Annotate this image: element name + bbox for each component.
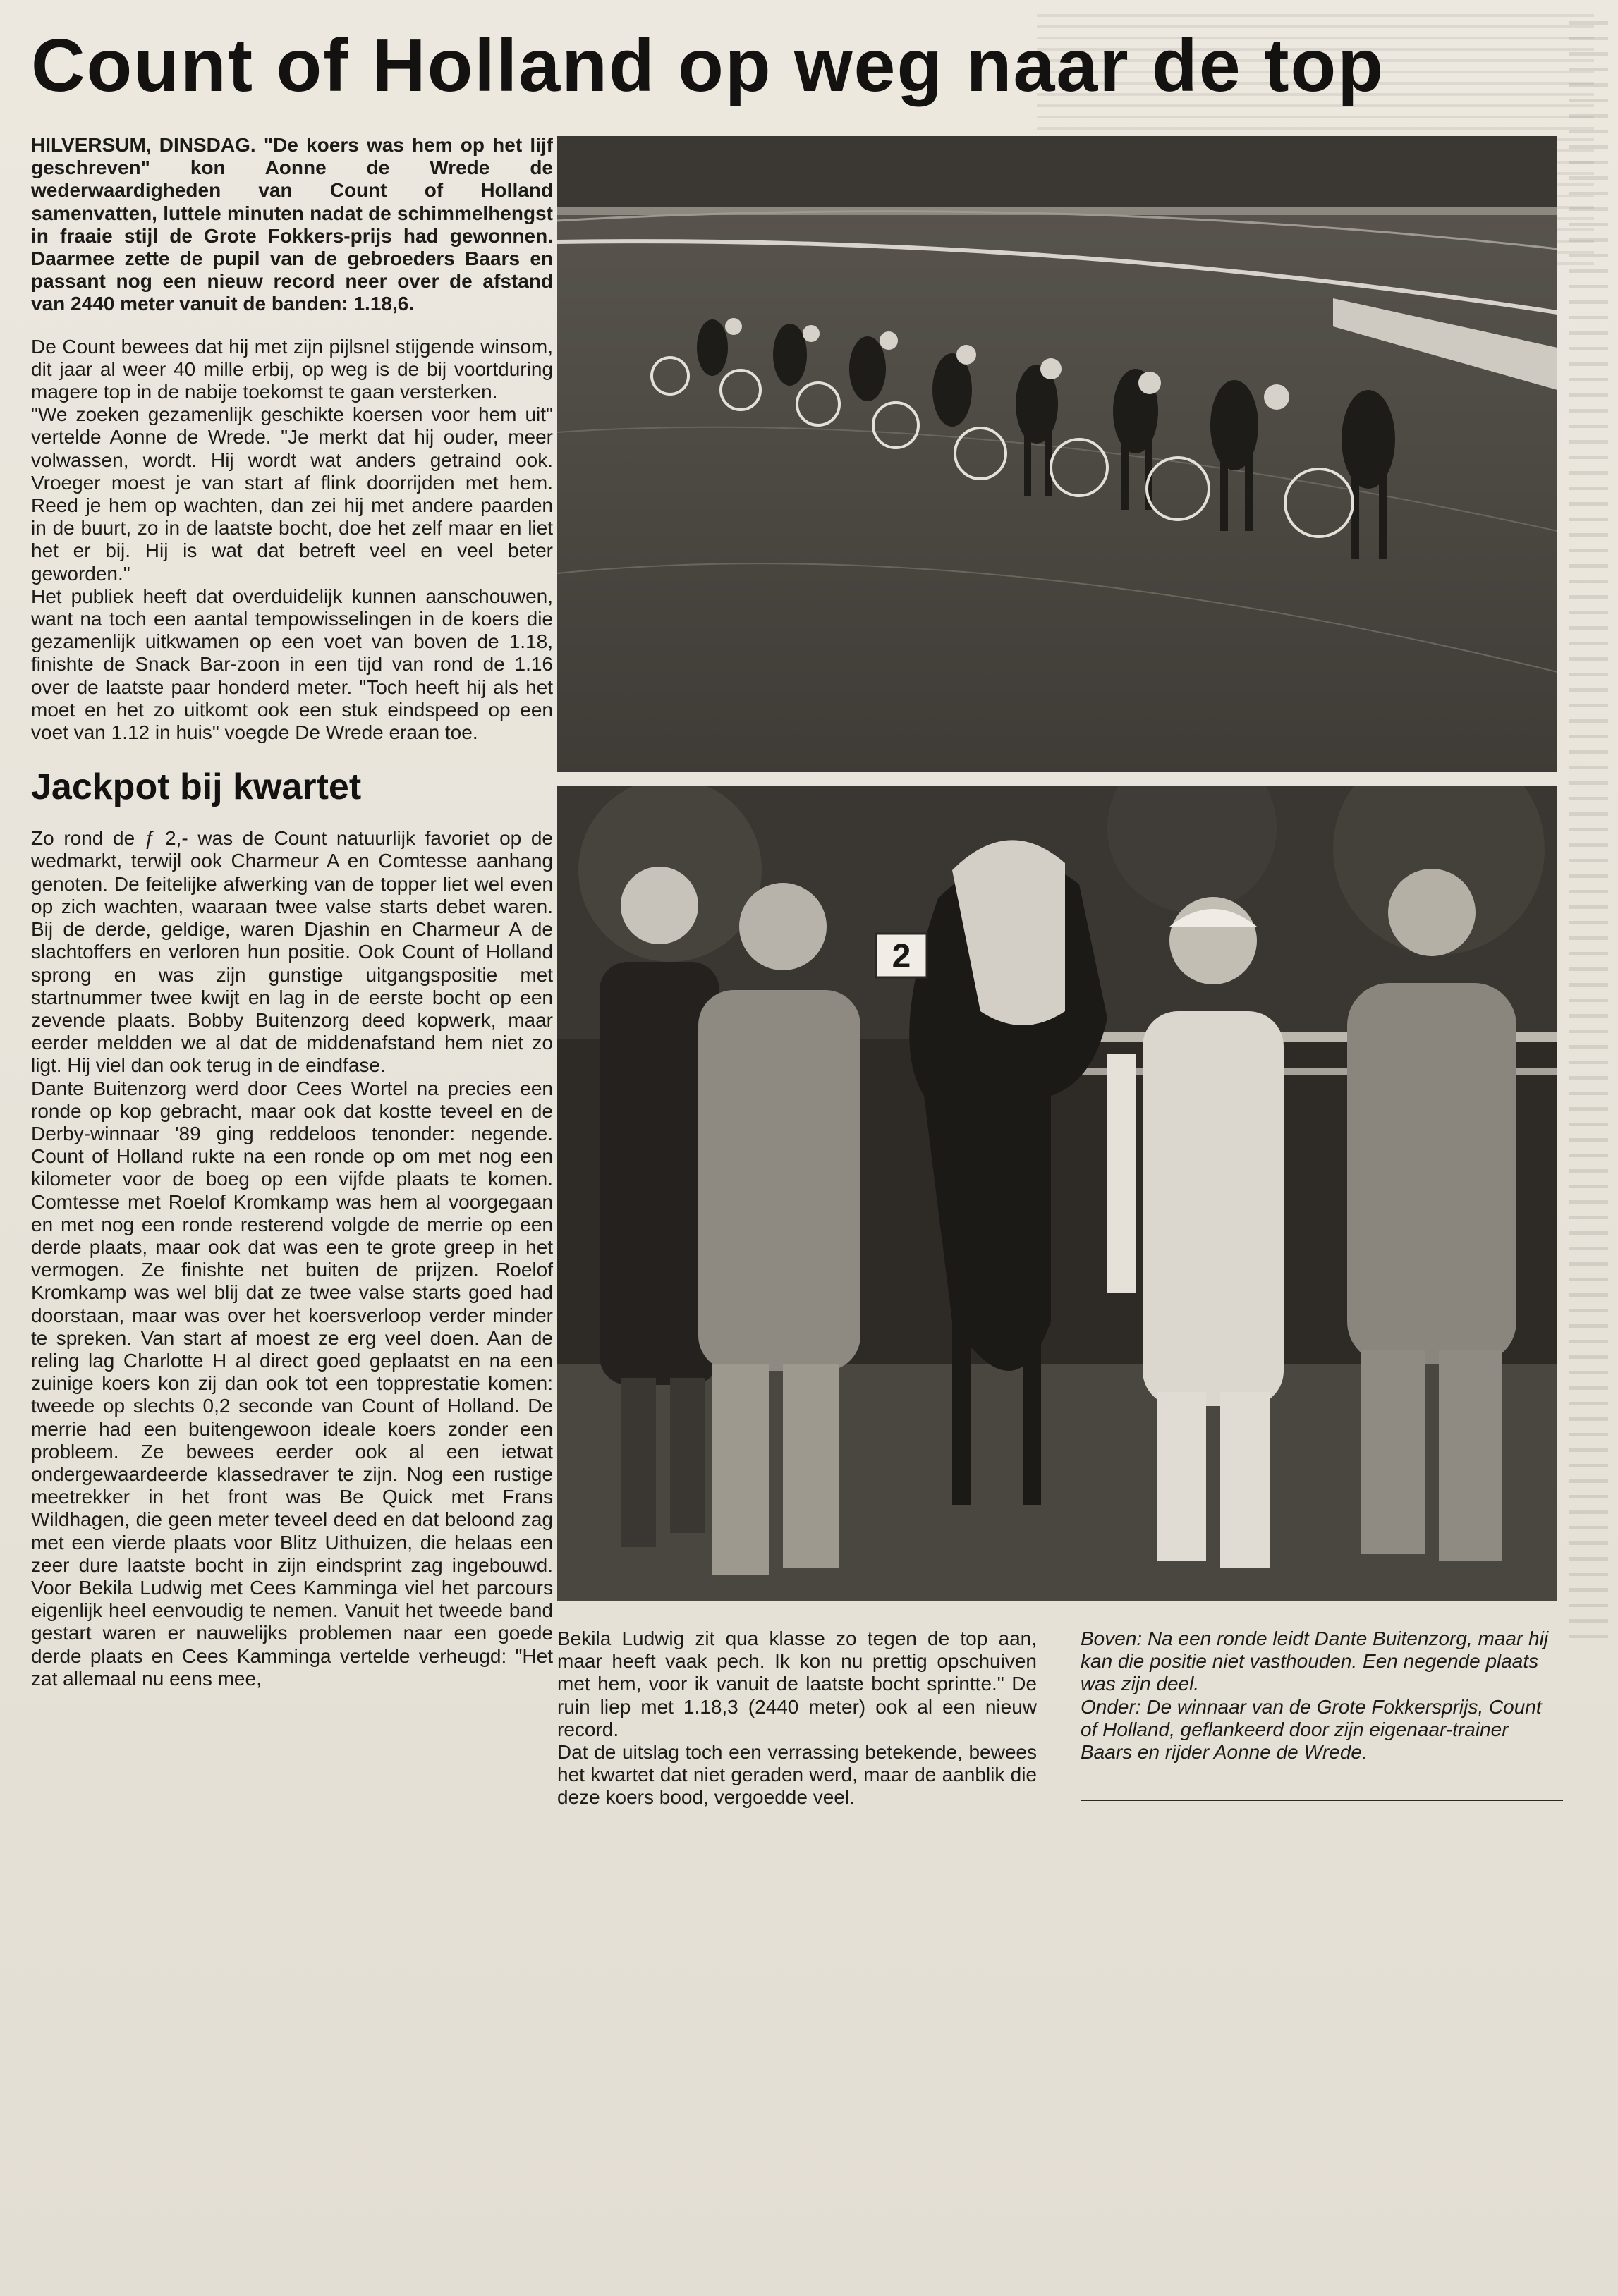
caption-bottom: Onder: De winnaar van de Grote Fokkersprijs, Count of Holland, geflankeerd door zijn eigenaar-trainer Baars en rijder Aonne de Wrede.	[1081, 1695, 1542, 1764]
caption-rule	[1081, 1800, 1563, 1801]
photo-captions	[1081, 1628, 1563, 1764]
photo-race-track	[557, 136, 1557, 772]
body-paragraph-1: De Count bewees dat hij met zijn pijlsnel stijgende winsom, dit jaar al weer 40 mille erbij, op weg is de bij voortduring magere top in de nabije toekomst te gaan versterken.	[31, 335, 553, 403]
middle-paragraph-1: Bekila Ludwig zit qua klasse zo tegen de top aan, maar heeft vaak pech. Ik kon nu prettig opschuiven met hem, voor ik vanuit de laatste bocht sprintte." De ruin liep met 1.18,3 (2440 meter) ook al een nieuw record.	[557, 1628, 1037, 1740]
adjacent-column-edge	[1569, 21, 1608, 1643]
caption-top: Boven: Na een ronde leidt Dante Buitenzorg, maar hij kan die positie niet vasthouden. Een negende plaats was zijn deel.	[1081, 1628, 1549, 1695]
lead-paragraph: HILVERSUM, DINSDAG. "De koers was hem op het lijf geschreven" kon Aonne de Wrede de wederwaardigheden van Count of Holland samenvatten, luttele minuten nadat de schimmelhengst in fraaie stijl de Grote Fokkers-prijs had gewonnen. Daarmee zette de pupil van de gebroeders Baars en passant nog een nieuw record neer over de afstand van 2440 meter vanuit de banden: 1.18,6.	[31, 134, 553, 315]
body-paragraph-5: Dante Buitenzorg werd door Cees Wortel na precies een ronde op kop gebracht, maar ook dat kostte teveel en de Derby-winnaar '89 ging reddeloos tenonder: negende. Count of Holland rukte na een ronde op om met nog een kilometer voor de boeg op een vijfde plaats te komen. Comtesse met Roelof Kromkamp was hem al voorgegaan en met nog een ronde resterend volgde de merrie op een derde plaats, maar ook dat was een te grote greep in het vermogen. Ze finishte net buiten de prijzen. Roelof Kromkamp was wel blij dat ze twee valse starts goed had doorstaan, maar was over het koersverloop verder minder te spreken. Van start af moest ze erg veel doen. Aan de reling lag Charlotte H al direct goed geplaatst en na een zuinige koers kon zij dan ook tot een topprestatie komen: tweede op slechts 0,2 seconde van Count of Holland. De merrie had een buitengewoon ideale koers zonder een probleem. Ze bewees eerder ook al een ietwat ondergewaardeerde klassedraver te zijn. Nog een rustige meetrekker in het front was Be Quick met Frans Wildhagen, die geen meter teveel deed en dat beloond zag met een vierde plaats voor Blitz Uithuizen, die helaas een zeer dure laatste bocht in zijn eindsprint zag ingebouwd. Voor Bekila Ludwig met Cees Kamminga viel het parcours eigenlijk heel eenvoudig te nemen. Vanuit het tweede band gestart waren er nauwelijks problemen naar een goede derde plaats en Cees Kamminga vertelde verheugd: "Het zat allemaal nu eens mee,	[31, 1077, 553, 1690]
left-column	[31, 134, 553, 1690]
body-paragraph-2: "We zoeken gezamenlijk geschikte koersen voor hem uit" vertelde Aonne de Wrede. "Je merkt dat hij ouder, meer volwassen, wordt. Hij wordt wat anders getraind ook. Vroeger moest je van start af flink doorrijden met hem. Reed je hem op wachten, dan zei hij met andere paarden in de buurt, zo in de laatste bocht, doe het zelf maar en liet het er bij. Hij is wat dat betreft veel en veel beter geworden."	[31, 403, 553, 585]
body-paragraph-4: Zo rond de ƒ 2,- was de Count natuurlijk favoriet op de wedmarkt, terwijl ook Charmeur A en Comtesse aanhang genoten. De feitelijke afwerking van de topper liet wel even op zich wachten, waaraan twee valse starts debet waren. Bij de derde, geldige, waren Djashin en Charmeur A de slachtoffers en verloren hun positie. Ook Count of Holland sprong en was zijn gunstige uitgangspositie met startnummer twee kwijt en lag in de eerste bocht op een zevende plaats. Bobby Buitenzorg deed kopwerk, maar eerder meldden we al dat de middenafstand hem niet zo ligt. Hij viel dan ook terug in de eindfase.	[31, 827, 553, 1077]
photo-number-card: 2	[892, 938, 911, 975]
middle-paragraph-2: Dat de uitslag toch een verrassing betekende, bewees het kwartet dat niet geraden werd, maar de aanblik die deze koers bood, vergoedde veel.	[557, 1741, 1037, 1809]
body-paragraph-3: Het publiek heeft dat overduidelijk kunnen aanschouwen, want na toch een aantal tempowisselingen in de koers die gezamenlijk uitkwamen op een voet van boven de 1.18, finishte de Snack Bar-zoon in een tijd van rond de 1.16 over de laatste paar honderd meter. "Toch heeft hij als het moet en het zo uitkomt ook een stuk eindspeed op een voet van 1.12 in huis" voegde De Wrede eraan toe.	[31, 585, 553, 744]
photo-winner-presentation	[557, 786, 1557, 1601]
subheading: Jackpot bij kwartet	[31, 767, 362, 808]
middle-column	[557, 1628, 1037, 1809]
headline: Count of Holland op weg naar de top	[31, 24, 1385, 107]
